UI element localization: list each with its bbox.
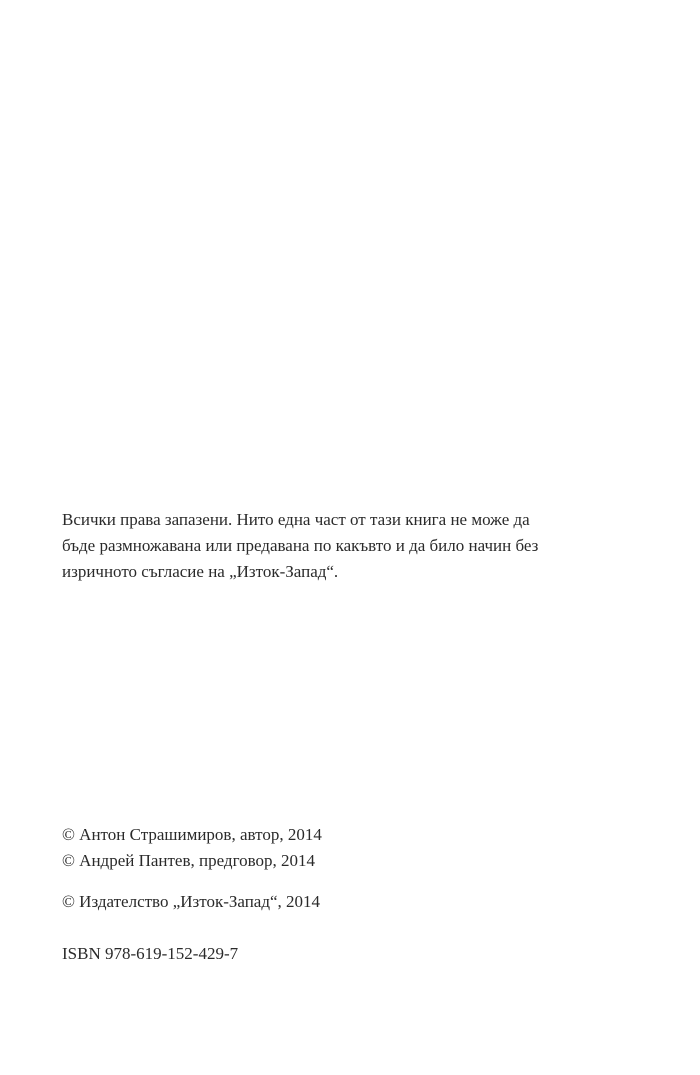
author-copyright: © Антон Страшимиров, автор, 2014 — [62, 825, 322, 844]
publisher-copyright: © Издателство „Изток-Запад“, 2014 — [62, 892, 321, 911]
rights-notice-line: Всички права запазени. Нито една част от тази книга не може да — [62, 510, 530, 529]
copyright-holders — [62, 822, 662, 874]
rights-notice — [62, 507, 662, 585]
rights-notice-line: изричното съгласие на „Изток-Запад“. — [62, 562, 339, 581]
foreword-copyright: © Андрей Пантев, предговор, 2014 — [62, 851, 316, 870]
isbn: ISBN 978-619-152-429-7 — [62, 944, 239, 963]
rights-notice-line: бъде размножавана или предавана по какъвто и да било начин без — [62, 536, 539, 555]
